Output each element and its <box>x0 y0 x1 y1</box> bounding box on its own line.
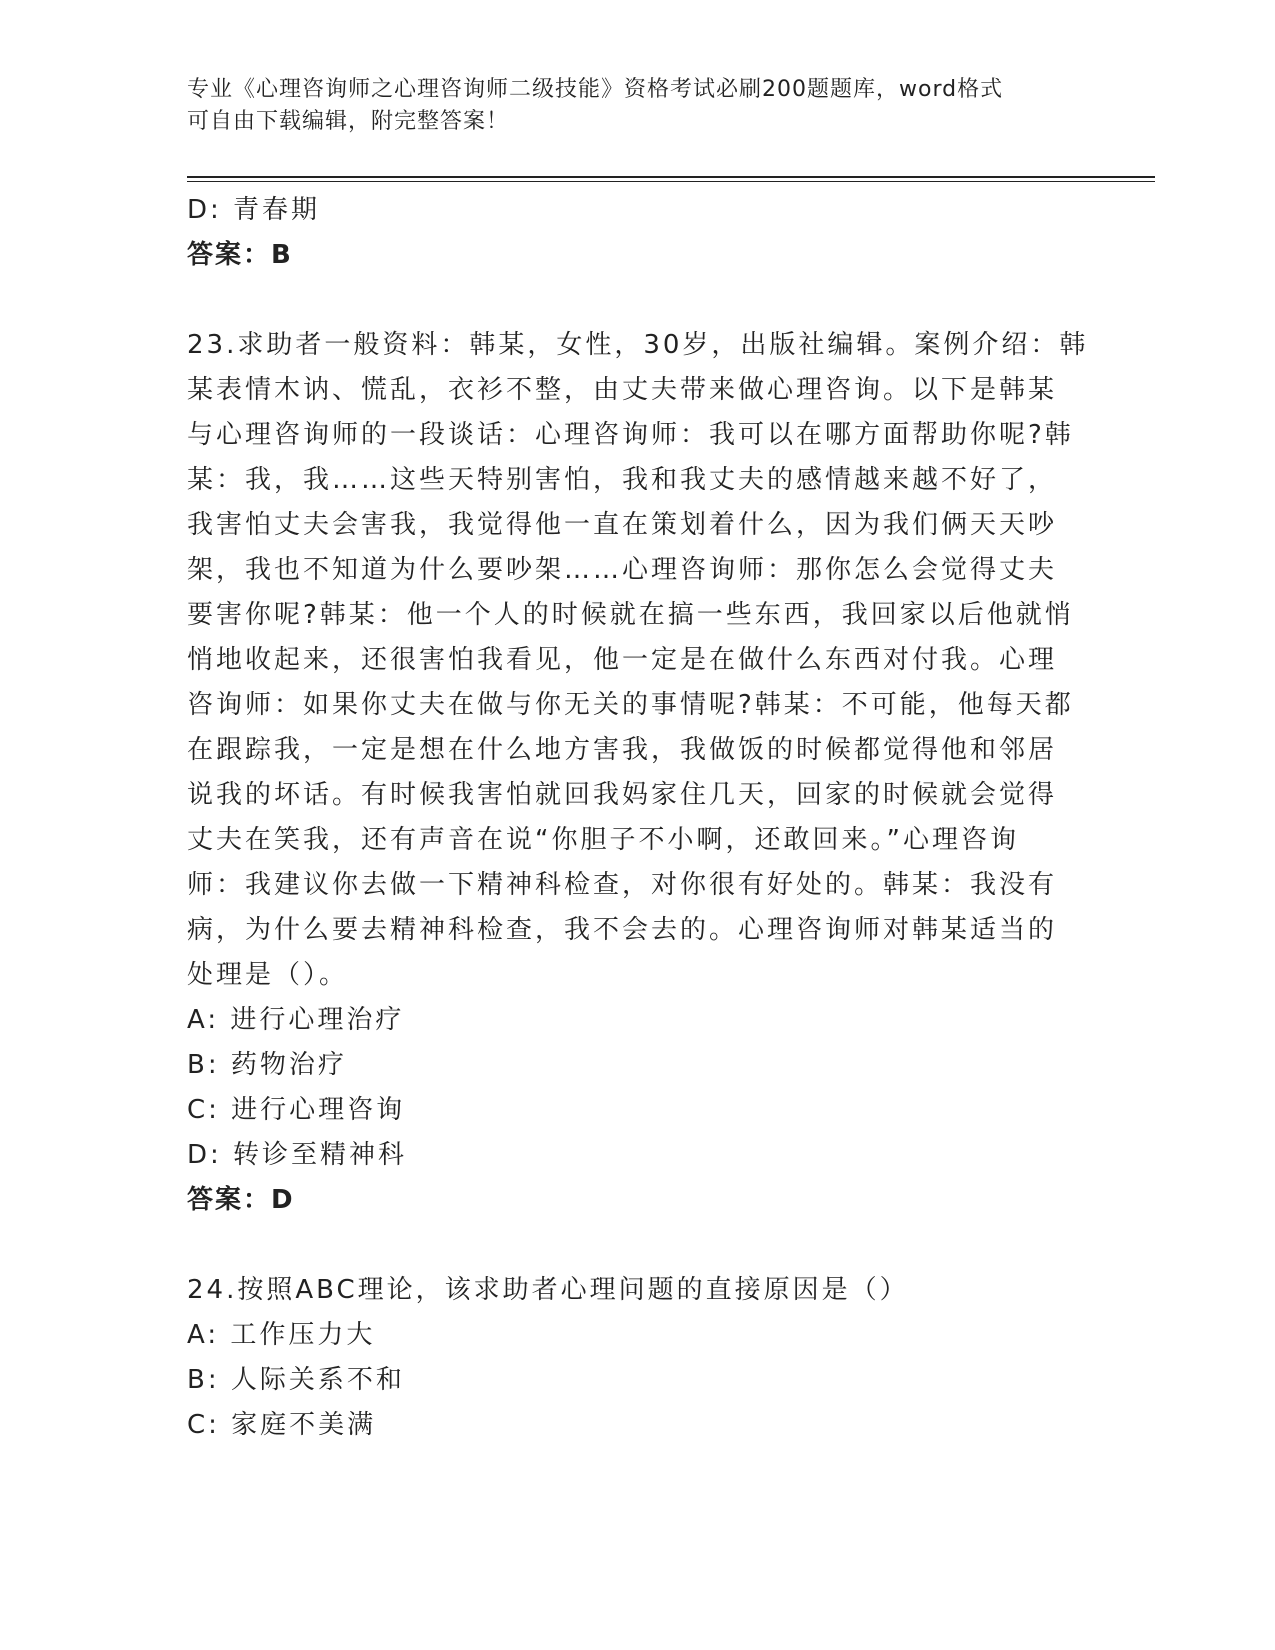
q23-option-c: C: 进行心理咨询 <box>187 1095 406 1125</box>
spacer <box>187 1223 1087 1268</box>
q23-stem-line: 在跟踪我，一定是想在什么地方害我，我做饭的时候都觉得他和邻居 <box>187 735 1058 765</box>
q23-stem-line: 我害怕丈夫会害我，我觉得他一直在策划着什么，因为我们俩天天吵 <box>187 510 1058 540</box>
q23-answer: 答案：D <box>187 1185 295 1215</box>
q23-option-a: A: 进行心理治疗 <box>187 1005 405 1035</box>
q23-stem-line: 咨询师：如果你丈夫在做与你无关的事情呢?韩某：不可能，他每天都 <box>187 690 1074 720</box>
prev-option-d: D: 青春期 <box>187 195 321 225</box>
prev-answer: 答案：B <box>187 240 293 270</box>
spacer <box>187 278 1087 323</box>
q24-option-c: C: 家庭不美满 <box>187 1410 377 1440</box>
q23-option-b: B: 药物治疗 <box>187 1050 347 1080</box>
q24-option-a: A: 工作压力大 <box>187 1320 376 1350</box>
q23-option-d: D: 转诊至精神科 <box>187 1140 408 1170</box>
q23-stem-line: 丈夫在笑我，还有声音在说“你胆子不小啊，还敢回来。”心理咨询 <box>187 825 1019 855</box>
q23-stem-line: 病，为什么要去精神科检查，我不会去的。心理咨询师对韩某适当的 <box>187 915 1058 945</box>
q23-stem-line: 师：我建议你去做一下精神科检查，对你很有好处的。韩某：我没有 <box>187 870 1058 900</box>
document-header <box>187 74 1067 138</box>
document-body <box>187 188 1087 1448</box>
q23-stem-line: 处理是（）。 <box>187 960 349 990</box>
q23-stem-line: 架，我也不知道为什么要吵架……心理咨询师：那你怎么会觉得丈夫 <box>187 555 1058 585</box>
header-divider-thick <box>187 176 1155 178</box>
header-line-1: 专业《心理咨询师之心理咨询师二级技能》资格考试必刷200题题库，word格式 <box>187 77 1004 102</box>
q23-stem-line: 悄地收起来，还很害怕我看见，他一定是在做什么东西对付我。心理 <box>187 645 1058 675</box>
header-divider-thin <box>187 181 1155 182</box>
header-line-2: 可自由下载编辑，附完整答案！ <box>187 109 510 134</box>
q24-option-b: B: 人际关系不和 <box>187 1365 405 1395</box>
question-24 <box>187 1268 1087 1448</box>
q23-stem-line: 说我的坏话。有时候我害怕就回我妈家住几天，回家的时候就会觉得 <box>187 780 1058 810</box>
q23-stem-line: 某：我，我……这些天特别害怕，我和我丈夫的感情越来越不好了， <box>187 465 1058 495</box>
q23-stem-line: 要害你呢?韩某：他一个人的时候就在搞一些东西，我回家以后他就悄 <box>187 600 1074 630</box>
q23-stem-line: 23.求助者一般资料：韩某，女性，30岁，出版社编辑。案例介绍：韩 <box>187 330 1089 360</box>
q23-stem-line: 与心理咨询师的一段谈话：心理咨询师：我可以在哪方面帮助你呢?韩 <box>187 420 1074 450</box>
question-23 <box>187 323 1087 1223</box>
q24-stem: 24.按照ABC理论，该求助者心理问题的直接原因是（） <box>187 1275 909 1305</box>
q23-stem-line: 某表情木讷、慌乱，衣衫不整，由丈夫带来做心理咨询。以下是韩某 <box>187 375 1058 405</box>
